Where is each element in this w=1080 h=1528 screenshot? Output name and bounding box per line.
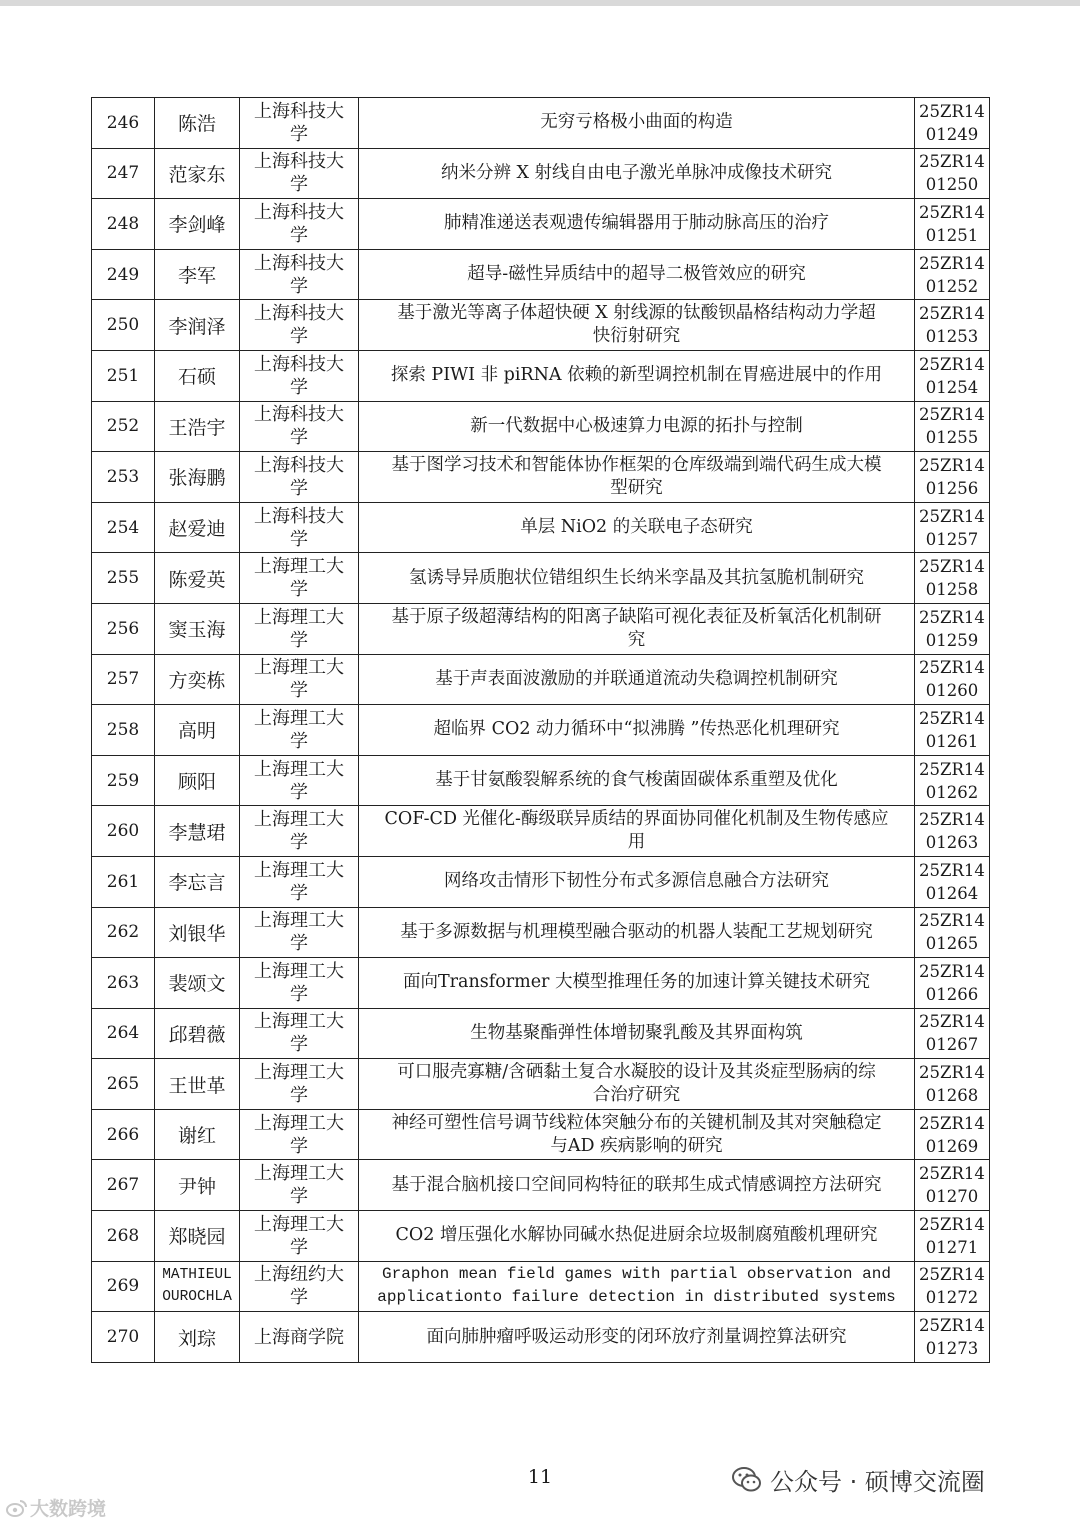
applicant-name-cell: 刘银华: [155, 907, 240, 958]
page-number: 11: [527, 1466, 553, 1488]
project-id-cell: 25ZR14 01263: [915, 806, 990, 857]
institution-cell: 上海科技大 学: [240, 148, 359, 199]
table-row: [92, 502, 990, 553]
row-number-cell: 258: [92, 705, 155, 756]
table-row: [92, 1160, 990, 1211]
applicant-name-cell: 李慧珺: [155, 806, 240, 857]
row-number-cell: 263: [92, 958, 155, 1009]
project-title-cell: 面向肺肿瘤呼吸运动形变的闭环放疗剂量调控算法研究: [359, 1312, 915, 1363]
row-number-cell: 246: [92, 98, 155, 149]
project-title-cell: 新一代数据中心极速算力电源的拓扑与控制: [359, 401, 915, 452]
table-row: [92, 401, 990, 452]
project-id-cell: 25ZR14 01249: [915, 98, 990, 149]
project-title-cell: 肺精准递送表观遗传编辑器用于肺动脉高压的治疗: [359, 199, 915, 250]
project-id-cell: 25ZR14 01272: [915, 1261, 990, 1312]
row-number-cell: 267: [92, 1160, 155, 1211]
table-row: [92, 98, 990, 149]
row-number-cell: 250: [92, 300, 155, 351]
project-id-cell: 25ZR14 01257: [915, 502, 990, 553]
project-id-cell: 25ZR14 01268: [915, 1059, 990, 1110]
project-id-cell: 25ZR14 01251: [915, 199, 990, 250]
project-id-cell: 25ZR14 01258: [915, 553, 990, 604]
page-top-edge: [0, 0, 1080, 6]
applicant-name-cell: 李军: [155, 249, 240, 300]
project-id-cell: 25ZR14 01250: [915, 148, 990, 199]
row-number-cell: 255: [92, 553, 155, 604]
institution-cell: 上海科技大 学: [240, 350, 359, 401]
project-title-cell: 基于图学习技术和智能体协作框架的仓库级端到端代码生成大模 型研究: [359, 452, 915, 503]
project-title-cell: 无穷亏格极小曲面的构造: [359, 98, 915, 149]
project-title-cell: 面向Transformer 大模型推理任务的加速计算关键技术研究: [359, 958, 915, 1009]
applicant-name-cell: 赵爱迪: [155, 502, 240, 553]
wechat-logo-icon: [732, 1467, 762, 1493]
institution-cell: 上海商学院: [240, 1312, 359, 1363]
project-title-cell: 基于多源数据与机理模型融合驱动的机器人装配工艺规划研究: [359, 907, 915, 958]
institution-cell: 上海理工大 学: [240, 1008, 359, 1059]
institution-cell: 上海理工大 学: [240, 755, 359, 806]
project-title-cell: 基于甘氨酸裂解系统的食气梭菌固碳体系重塑及优化: [359, 755, 915, 806]
institution-cell: 上海理工大 学: [240, 1059, 359, 1110]
row-number-cell: 253: [92, 452, 155, 503]
project-id-cell: 25ZR14 01269: [915, 1109, 990, 1160]
applicant-name-cell: 范家东: [155, 148, 240, 199]
table-row: [92, 705, 990, 756]
project-list-table: [91, 97, 990, 1363]
row-number-cell: 251: [92, 350, 155, 401]
weibo-logo-icon: [6, 1498, 28, 1518]
project-title-cell: COF-CD 光催化-酶级联异质结的界面协同催化机制及生物传感应 用: [359, 806, 915, 857]
applicant-name-cell: 李忘言: [155, 856, 240, 907]
table-row: [92, 199, 990, 250]
project-id-cell: 25ZR14 01267: [915, 1008, 990, 1059]
watermark-right: [732, 1462, 985, 1497]
applicant-name-cell: 邱碧薇: [155, 1008, 240, 1059]
row-number-cell: 264: [92, 1008, 155, 1059]
applicant-name-cell: 尹钟: [155, 1160, 240, 1211]
institution-cell: 上海理工大 学: [240, 603, 359, 654]
institution-cell: 上海理工大 学: [240, 856, 359, 907]
project-title-cell: 单层 NiO2 的关联电子态研究: [359, 502, 915, 553]
row-number-cell: 265: [92, 1059, 155, 1110]
institution-cell: 上海理工大 学: [240, 553, 359, 604]
table-row: [92, 350, 990, 401]
project-title-cell: 基于原子级超薄结构的阳离子缺陷可视化表征及析氧活化机制研 究: [359, 603, 915, 654]
project-id-cell: 25ZR14 01255: [915, 401, 990, 452]
row-number-cell: 266: [92, 1109, 155, 1160]
table-row: [92, 1109, 990, 1160]
project-id-cell: 25ZR14 01256: [915, 452, 990, 503]
project-id-cell: 25ZR14 01253: [915, 300, 990, 351]
table-body: [92, 98, 990, 1363]
table-row: [92, 553, 990, 604]
row-number-cell: 254: [92, 502, 155, 553]
table-row: [92, 1312, 990, 1363]
row-number-cell: 268: [92, 1211, 155, 1262]
project-id-cell: 25ZR14 01254: [915, 350, 990, 401]
project-title-cell: 生物基聚酯弹性体增韧聚乳酸及其界面构筑: [359, 1008, 915, 1059]
project-title-cell: 纳米分辨 X 射线自由电子激光单脉冲成像技术研究: [359, 148, 915, 199]
row-number-cell: 260: [92, 806, 155, 857]
row-number-cell: 259: [92, 755, 155, 806]
project-id-cell: 25ZR14 01270: [915, 1160, 990, 1211]
institution-cell: 上海理工大 学: [240, 1160, 359, 1211]
table-row: [92, 1211, 990, 1262]
row-number-cell: 249: [92, 249, 155, 300]
applicant-name-cell: 窦玉海: [155, 603, 240, 654]
table-row: [92, 1059, 990, 1110]
applicant-name-cell: 李剑峰: [155, 199, 240, 250]
watermark-left-text: 大数跨境: [30, 1498, 107, 1520]
table-row: [92, 148, 990, 199]
project-title-cell: 可口服壳寡糖/含硒黏土复合水凝胶的设计及其炎症型肠病的综 合治疗研究: [359, 1059, 915, 1110]
project-id-cell: 25ZR14 01252: [915, 249, 990, 300]
watermark-right-text: 公众号 · 硕博交流圈: [770, 1468, 985, 1496]
row-number-cell: 270: [92, 1312, 155, 1363]
applicant-name-cell: 顾阳: [155, 755, 240, 806]
applicant-name-cell: 李润泽: [155, 300, 240, 351]
institution-cell: 上海理工大 学: [240, 806, 359, 857]
applicant-name-cell: 郑晓园: [155, 1211, 240, 1262]
project-id-cell: 25ZR14 01265: [915, 907, 990, 958]
table-row: [92, 755, 990, 806]
applicant-name-cell: 方奕栋: [155, 654, 240, 705]
watermark-left: [6, 1494, 106, 1521]
institution-cell: 上海科技大 学: [240, 98, 359, 149]
row-number-cell: 252: [92, 401, 155, 452]
applicant-name-cell: 王浩宇: [155, 401, 240, 452]
applicant-name-cell: 刘琮: [155, 1312, 240, 1363]
table-row: [92, 806, 990, 857]
project-id-cell: 25ZR14 01273: [915, 1312, 990, 1363]
applicant-name-cell: 王世革: [155, 1059, 240, 1110]
institution-cell: 上海纽约大 学: [240, 1261, 359, 1312]
row-number-cell: 269: [92, 1261, 155, 1312]
project-title-cell: 超导-磁性异质结中的超导二极管效应的研究: [359, 249, 915, 300]
table-row: [92, 603, 990, 654]
institution-cell: 上海理工大 学: [240, 654, 359, 705]
table-row: [92, 249, 990, 300]
row-number-cell: 261: [92, 856, 155, 907]
applicant-name-cell: 谢红: [155, 1109, 240, 1160]
institution-cell: 上海科技大 学: [240, 300, 359, 351]
row-number-cell: 262: [92, 907, 155, 958]
table-row: [92, 654, 990, 705]
project-id-cell: 25ZR14 01261: [915, 705, 990, 756]
institution-cell: 上海科技大 学: [240, 401, 359, 452]
table-row: [92, 1261, 990, 1312]
table-row: [92, 300, 990, 351]
project-id-cell: 25ZR14 01259: [915, 603, 990, 654]
institution-cell: 上海科技大 学: [240, 249, 359, 300]
project-id-cell: 25ZR14 01264: [915, 856, 990, 907]
project-title-cell: 基于混合脑机接口空间同构特征的联邦生成式情感调控方法研究: [359, 1160, 915, 1211]
project-title-cell: 探索 PIWI 非 piRNA 依赖的新型调控机制在胃癌进展中的作用: [359, 350, 915, 401]
institution-cell: 上海理工大 学: [240, 705, 359, 756]
table-row: [92, 958, 990, 1009]
row-number-cell: 256: [92, 603, 155, 654]
project-title-cell: 网络攻击情形下韧性分布式多源信息融合方法研究: [359, 856, 915, 907]
table-row: [92, 907, 990, 958]
row-number-cell: 257: [92, 654, 155, 705]
applicant-name-cell: 高明: [155, 705, 240, 756]
institution-cell: 上海科技大 学: [240, 199, 359, 250]
applicant-name-cell: 张海鹏: [155, 452, 240, 503]
applicant-name-cell: 石硕: [155, 350, 240, 401]
project-title-cell: 氢诱导异质胞状位错组织生长纳米孪晶及其抗氢脆机制研究: [359, 553, 915, 604]
project-title-cell: 神经可塑性信号调节线粒体突触分布的关键机制及其对突触稳定 与AD 疾病影响的研究: [359, 1109, 915, 1160]
table-row: [92, 856, 990, 907]
table-row: [92, 1008, 990, 1059]
project-id-cell: 25ZR14 01260: [915, 654, 990, 705]
row-number-cell: 248: [92, 199, 155, 250]
project-title-cell: 基于激光等离子体超快硬 X 射线源的钛酸钡晶格结构动力学超 快衍射研究: [359, 300, 915, 351]
institution-cell: 上海理工大 学: [240, 1109, 359, 1160]
applicant-name-cell: 陈爱英: [155, 553, 240, 604]
institution-cell: 上海科技大 学: [240, 502, 359, 553]
table-row: [92, 452, 990, 503]
institution-cell: 上海理工大 学: [240, 907, 359, 958]
project-id-cell: 25ZR14 01271: [915, 1211, 990, 1262]
project-title-cell: 超临界 CO2 动力循环中“拟沸腾 ”传热恶化机理研究: [359, 705, 915, 756]
project-title-cell: Graphon mean field games with partial observation and applicationto failure detection in distributed systems: [359, 1261, 915, 1312]
institution-cell: 上海理工大 学: [240, 1211, 359, 1262]
project-title-cell: 基于声表面波激励的并联通道流动失稳调控机制研究: [359, 654, 915, 705]
project-id-cell: 25ZR14 01262: [915, 755, 990, 806]
row-number-cell: 247: [92, 148, 155, 199]
institution-cell: 上海理工大 学: [240, 958, 359, 1009]
applicant-name-cell: MATHIEUL OUROCHLA: [155, 1261, 240, 1312]
project-id-cell: 25ZR14 01266: [915, 958, 990, 1009]
applicant-name-cell: 裴颂文: [155, 958, 240, 1009]
project-title-cell: CO2 增压强化水解协同碱水热促进厨余垃圾制腐殖酸机理研究: [359, 1211, 915, 1262]
institution-cell: 上海科技大 学: [240, 452, 359, 503]
applicant-name-cell: 陈浩: [155, 98, 240, 149]
